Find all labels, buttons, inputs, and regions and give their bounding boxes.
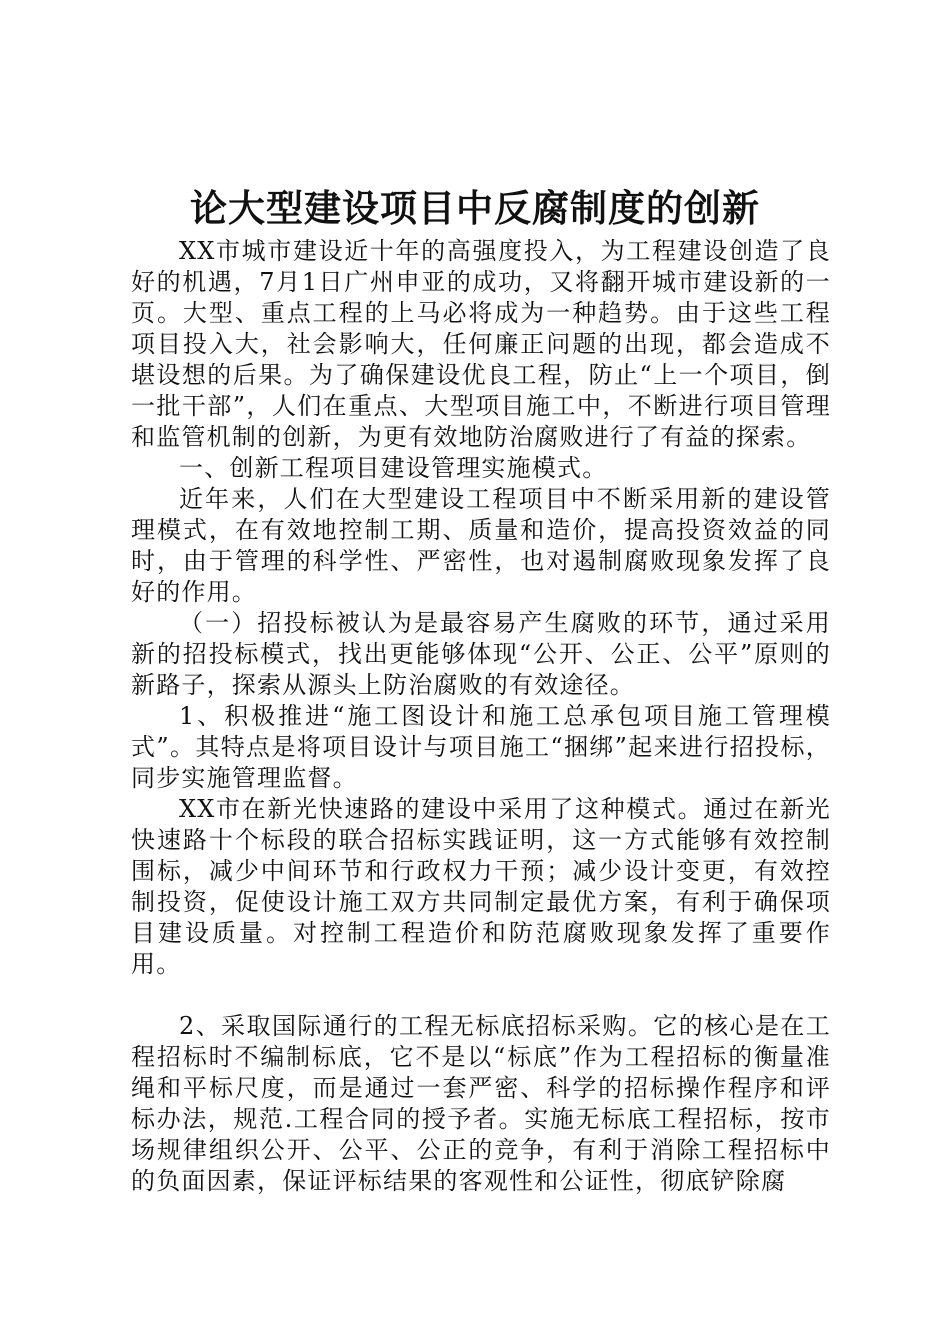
paragraph-intro: XX市城市建设近十年的高强度投入，为工程建设创造了良好的机遇，7月1日广州申亚的成功，又将翻开城市建设新的一页。大型、重点工程的上马必将成为一种趋势。由于这些工程项目投入大，社会影响大，任何廉正问题的出现，都会造成不堪设想的后果。为了确保建设优良工程，防止“上一个项目，倒一批干部”，人们在重点、大型项目施工中，不断进行项目管理和监管机制的创新，为更有效地防治腐败进行了有益的探索。: [131, 237, 831, 451]
document-title: 论大型建设项目中反腐制度的创新: [190, 187, 760, 230]
subsection-heading-bidding: （一）招投标被认为是最容易产生腐败的环节，通过采用新的招投标模式，找出更能够体现“公开、公正、公平”原则的新路子，探索从源头上防治腐败的有效途径。: [131, 609, 831, 699]
paragraph-xinguang-example: XX市在新光快速路的建设中采用了这种模式。通过在新光快速路十个标段的联合招标实践证明，这一方式能够有效控制围标，减少中间环节和行政权力干预；减少设计变更，有效控制投资，促使设计施工双方共同制定最优方案，有利于确保项目建设质量。对控制工程造价和防范腐败现象发挥了重要作用。: [131, 795, 831, 978]
document-body: [131, 236, 831, 1197]
section-heading-1: 一、创新工程项目建设管理实施模式。: [179, 454, 608, 482]
paragraph-item-2: 2、采取国际通行的工程无标底招标采购。它的核心是在工程招标时不编制标底，它不是以“标底”作为工程招标的衡量准绳和平标尺度，而是通过一套严密、科学的招标操作程序和评标办法，规范.工程合同的授予者。实施无标底工程招标，按市场规律组织公开、公平、公正的竞争，有利于消除工程招标中的负面因素，保证评标结果的客观性和公证性，彻底铲除腐: [131, 1012, 831, 1195]
paragraph-item-1: 1、积极推进“施工图设计和施工总承包项目施工管理模式”。其特点是将项目设计与项目施工“捆绑”起来进行招投标，同步实施管理监督。: [131, 702, 831, 792]
paragraph-management-models: 近年来，人们在大型建设工程项目中不断采用新的建设管理模式，在有效地控制工期、质量和造价，提高投资效益的同时，由于管理的科学性、严密性，也对遏制腐败现象发挥了良好的作用。: [131, 485, 831, 606]
